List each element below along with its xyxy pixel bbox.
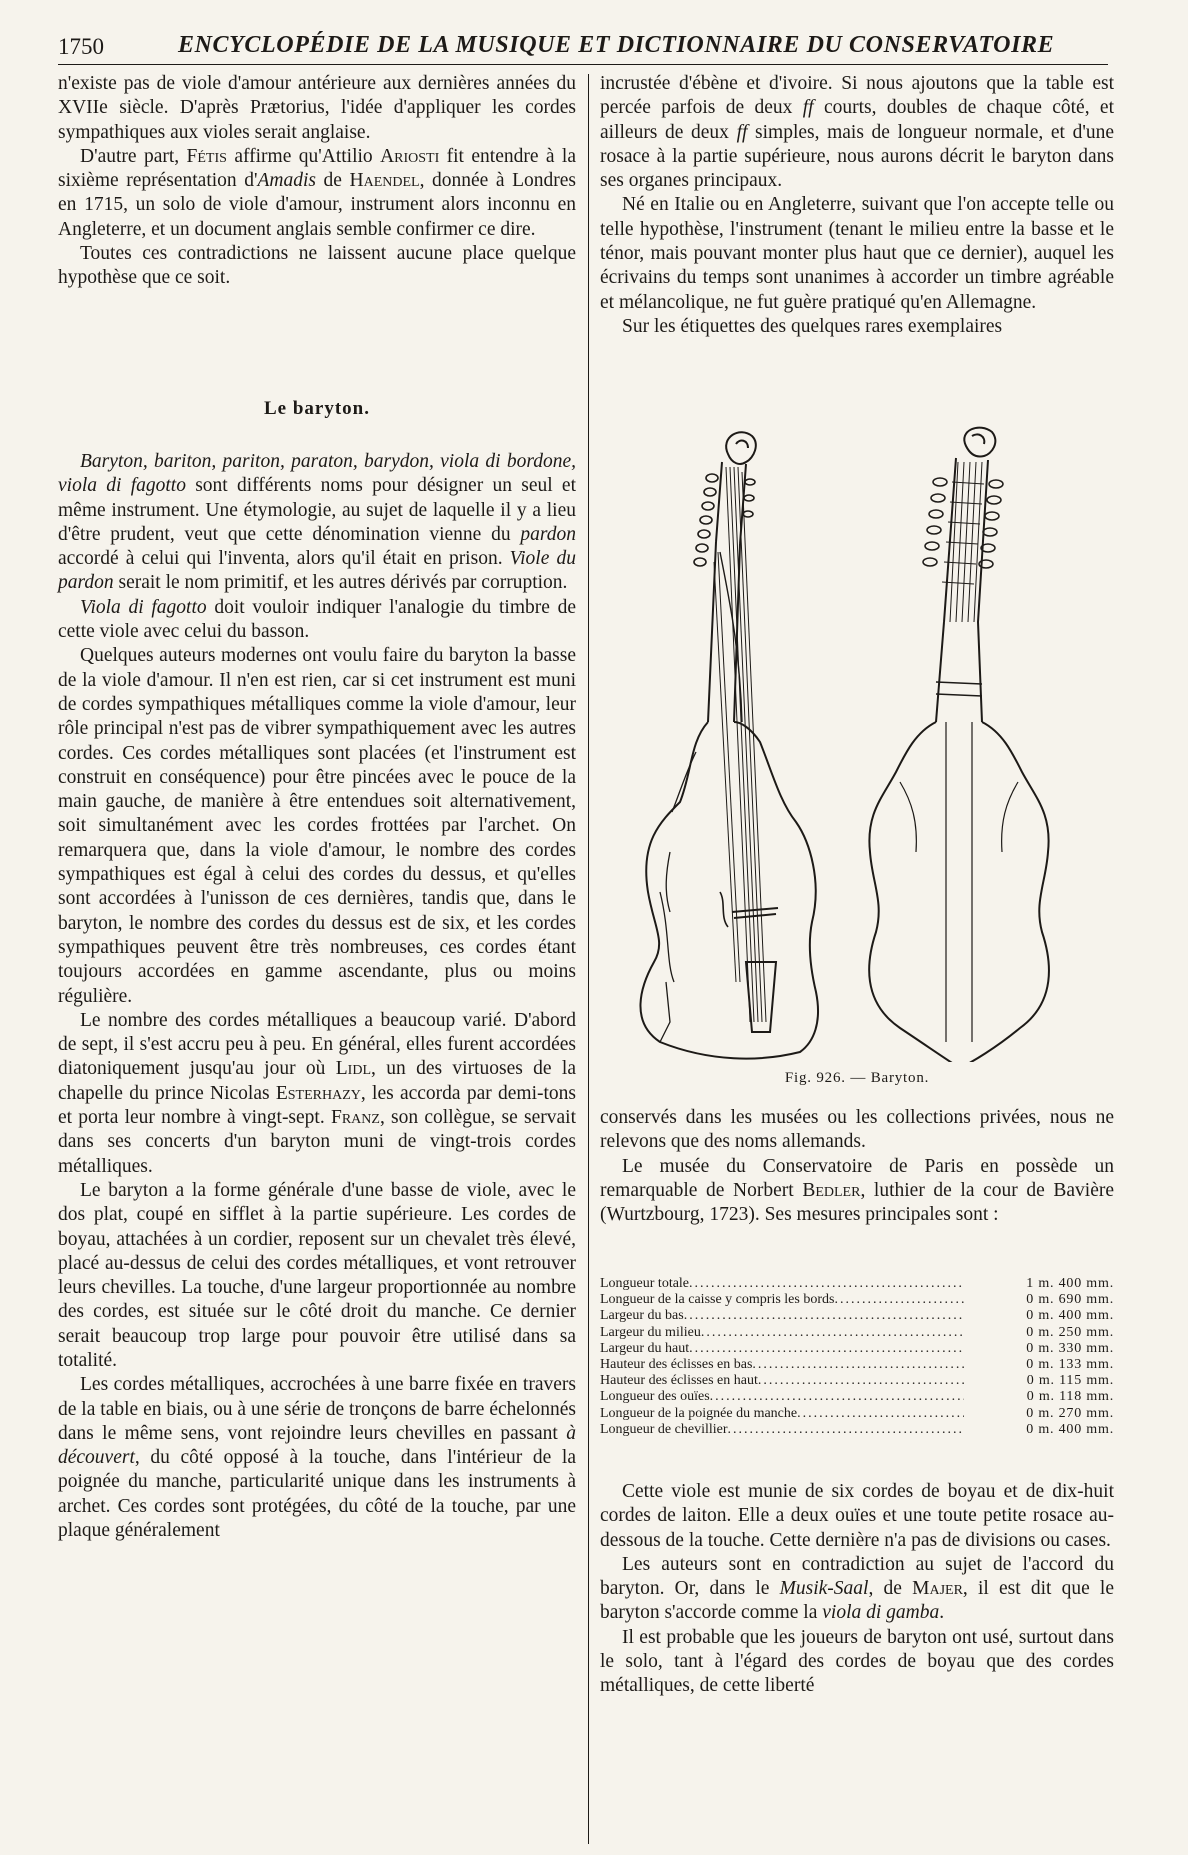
text-run: de [315, 170, 350, 192]
section-title: Le baryton. [264, 398, 370, 419]
term: à découvert [58, 1422, 576, 1469]
right-column-top [600, 72, 1114, 339]
author-name: Franz [330, 1107, 380, 1129]
measurement-label: Largeur du bas [600, 1308, 684, 1324]
text-run: courts, doubles de chaque côté, et ailleurs de deux [600, 97, 1114, 143]
measurement-label: Hauteur des éclisses en haut [600, 1373, 758, 1389]
measurement-row [600, 1422, 1114, 1438]
text-run: serait le nom primitif, et les autres dérivés par corruption. [113, 572, 568, 594]
measurement-row [600, 1341, 1114, 1357]
measurement-row [600, 1308, 1114, 1324]
text-run: sont différents noms pour désigner un seul et même instrument. Une étymologie, au sujet de laquelle il y a lieu d'être prudent, veut que cette dénomination vienne du [58, 475, 576, 545]
dot-leader [689, 1341, 964, 1357]
text-run: , son collègue, se servait dans ses concerts d'un baryton muni de vingt-trois cordes métalliques. [58, 1107, 576, 1177]
measurement-value: 0 m. 115 mm. [1026, 1373, 1114, 1389]
page-number: 1750 [58, 34, 104, 59]
text-run: Les cordes métalliques, accrochées à une barre fixée en travers de la table en biais, ou à une série de tronçons de barre échelonnés dans le même sens, vont rejoindre leurs chevilles en passant [58, 1374, 576, 1444]
text-run: affirme qu'Attilio [226, 145, 381, 167]
paragraph: Il est probable que les joueurs de baryton ont usé, surtout dans le solo, tant à l'égard des cordes de boyau que des cordes métalliques, de cette liberté [600, 1626, 1114, 1697]
measurement-row [600, 1406, 1114, 1422]
term: ff [802, 97, 814, 119]
left-column-top [58, 72, 576, 291]
measurement-row [600, 1373, 1114, 1389]
paragraph: Le baryton a la forme générale d'une basse de viole, avec le dos plat, coupé en sifflet à la partie supérieure. Les cordes de boyau, attachées à un cordier, reposent sur un chevalet très élevé, placé au-dessus de celui des cordes métalliques, et vont retrouver leurs chevilles. La touche, d'une largeur proportionnée au nombre des cordes, est située sur le côté droit du manche. Ce dernier serait beaucoup trop large pour pouvoir être utilisé dans sa totalité. [58, 1179, 576, 1371]
figure-caption: Fig. 926. — Baryton. [784, 1070, 930, 1086]
paragraph [58, 1009, 576, 1179]
term: pardon [520, 523, 576, 545]
dot-leader [797, 1406, 964, 1422]
paragraph: Cette viole est munie de six cordes de boyau et de dix-huit cordes de laiton. Elle a deux ouïes et une toute petite rosace au-dessous de la touche. Cette dernière n'a pas de divisions ou cases. [600, 1481, 1114, 1551]
dot-leader [701, 1325, 964, 1341]
dot-leader [752, 1357, 964, 1373]
text-run: accordé à celui qui l'inventa, alors qu'il était en prison. [58, 548, 510, 570]
text-run: . [939, 1602, 945, 1624]
text-run: incrustée d'ébène et d'ivoire. Si nous ajoutons que la table est percée parfois de deux [600, 73, 1114, 119]
text-run: Les auteurs sont en contradiction au sujet de l'accord du baryton. Or, dans le [600, 1553, 1114, 1600]
author-name: Fétis [186, 145, 227, 167]
measurement-value: 0 m. 400 mm. [1026, 1308, 1114, 1324]
paragraph: Toutes ces contradictions ne laissent aucune place quelque hypothèse que ce soit. [58, 243, 576, 289]
paragraph [58, 450, 576, 596]
text-run: doit vouloir indiquer l'analogie du timbre de cette viole avec celui du basson. [58, 596, 576, 643]
author-name: Majer [912, 1578, 963, 1600]
term: viola di gamba [822, 1602, 940, 1624]
measurement-row [600, 1389, 1114, 1405]
dot-leader [758, 1373, 964, 1389]
paragraph: Quelques auteurs modernes ont voulu faire du baryton la basse de la viole d'amour. Il n'en est rien, car si cet instrument est muni de cordes sympathiques métalliques comme la viole d'amour, leur rôle principal n'est pas de vibrer sympathiquement avec les autres cordes. Ces cordes métalliques sont placées (et l'instrument est construit en conséquence) pour être pincées avec le pouce de la main gauche, de manière à être entendues soit alternativement, soit simultanément avec les cordes frottées par l'archet. On remarquera que, dans la viole d'amour, le nombre des cordes sympathiques est égal à celui des cordes du dessus, et qu'elles sont accordées à l'unisson de ces dernières, tandis que, dans le baryton, le nombre des cordes du dessus est de six, et les cordes sympathiques peuvent être très nombreuses, ces cordes étant toujours accordées en gamme ascendante, plus ou moins régulière. [58, 645, 576, 1007]
term: Viola di fagotto [80, 596, 207, 618]
right-column-bottom [600, 1480, 1114, 1699]
work-title: Musik-Saal [779, 1578, 869, 1600]
text-run: Le musée du Conservatoire de Paris en possède un remarquable de Norbert [600, 1155, 1114, 1201]
dot-leader [834, 1292, 964, 1308]
author-name: Lidl [335, 1058, 372, 1080]
measurement-label: Longueur des ouïes [600, 1389, 710, 1405]
paragraph [600, 1155, 1114, 1228]
dot-leader [684, 1308, 964, 1324]
measurement-label: Longueur de chevillier [600, 1421, 728, 1437]
measurement-label: Longueur de la caisse y compris les bords [600, 1292, 835, 1308]
text-run: , luthier de la cour de Bavière (Wurtzbourg, 1723). Ses mesures principales sont : [600, 1179, 1114, 1226]
header-rule [58, 64, 1108, 65]
dot-leader [710, 1389, 964, 1405]
text-run: , il est dit que le baryton s'accorde comme la [600, 1578, 1115, 1624]
baryton-front-view [640, 432, 818, 1058]
paragraph [600, 1553, 1114, 1626]
baryton-illustration [600, 422, 1114, 1062]
measurement-label: Largeur du milieu [600, 1324, 701, 1340]
measurement-value: 1 m. 400 mm. [1026, 1276, 1114, 1291]
measurement-row [600, 1276, 1114, 1292]
text-run: , un des virtuoses de la chapelle du prince Nicolas [58, 1058, 576, 1104]
measurement-value: 0 m. 690 mm. [1026, 1292, 1114, 1308]
measurements-table [600, 1276, 1114, 1438]
term: Viole du pardon [58, 548, 576, 594]
measurement-value: 0 m. 133 mm. [1026, 1357, 1114, 1373]
baryton-figure [600, 422, 1114, 1092]
left-column-main [58, 450, 576, 1543]
text-run: fit entendre à la sixième représentation d' [58, 145, 576, 192]
paragraph [58, 596, 576, 645]
baryton-back-view [869, 428, 1049, 1062]
page-header [58, 30, 1108, 70]
measurement-value: 0 m. 330 mm. [1026, 1340, 1114, 1356]
paragraph: conservés dans les musées ou les collections privées, nous ne relevons que des noms allemands. [600, 1107, 1114, 1153]
text-run: , du côté opposé à la touche, dans l'intérieur de la poignée du manche, particularité unique dans les instruments à archet. Ces cordes sont protégées, du côté de la touche, par une plaque généralement [58, 1447, 576, 1542]
text-run: , donnée à Londres en 1715, un solo de viole d'amour, instrument alors inconnu en Angleterre, et un document anglais semble confirmer ce dire. [58, 170, 576, 240]
text-run: Le nombre des cordes métalliques a beaucoup varié. D'abord de sept, il s'est accru peu à peu. En général, elles furent accordées diatoniquement jusqu'au jour où [58, 1009, 576, 1080]
running-title: ENCYCLOPÉDIE DE LA MUSIQUE ET DICTIONNAIRE DU CONSERVATOIRE [178, 32, 1055, 58]
text-run: simples, mais de longueur normale, et d'une rosace à la partie supérieure, nous aurons décrit le baryton dans ses organes principaux. [600, 121, 1114, 192]
measurement-label: Hauteur des éclisses en bas [600, 1357, 753, 1373]
measurement-row [600, 1325, 1114, 1341]
term-list: Baryton, bariton, pariton, paraton, barydon, viola di bordone, viola di fagotto [58, 451, 576, 497]
measurement-label: Largeur du haut [600, 1340, 690, 1356]
column-divider [588, 74, 589, 1844]
paragraph: Né en Italie ou en Angleterre, suivant que l'on accepte telle ou telle hypothèse, l'instrument (tenant le milieu entre la basse et le ténor, mais pouvant monter plus haut que ce dernier), auquel les écrivains du temps sont unanimes à accorder un timbre agréable et mélancolique, ne fut guère pratiqué qu'en Allemagne. [600, 194, 1114, 313]
measurement-row [600, 1292, 1114, 1308]
measurement-label: Longueur de la poignée du manche [600, 1405, 798, 1421]
measurement-label: Longueur totale [600, 1276, 690, 1291]
term: ff [736, 121, 748, 143]
dot-leader [728, 1422, 964, 1438]
author-name: Esterhazy [275, 1082, 361, 1104]
paragraph: Sur les étiquettes des quelques rares exemplaires [622, 315, 1003, 337]
author-name: Ariosti [380, 145, 440, 167]
text-run: D'autre part, [80, 145, 187, 167]
measurement-value: 0 m. 250 mm. [1026, 1324, 1114, 1340]
text-run: , les accorda par demi-tons et porta leur nombre à vingt-sept. [58, 1082, 577, 1129]
author-name: Haendel [349, 170, 420, 192]
paragraph: n'existe pas de viole d'amour antérieure aux dernières années du XVIIe siècle. D'après Prætorius, l'idée d'appliquer les cordes sympathiques aux violes serait anglaise. [58, 73, 576, 143]
text-run: , de [868, 1578, 913, 1600]
work-title: Amadis [257, 170, 316, 192]
measurement-row [600, 1357, 1114, 1373]
measurement-value: 0 m. 270 mm. [1026, 1405, 1114, 1421]
measurement-value: 0 m. 400 mm. [1026, 1421, 1114, 1437]
paragraph [58, 145, 576, 242]
measurement-value: 0 m. 118 mm. [1026, 1389, 1114, 1405]
author-name: Bedler [802, 1179, 861, 1201]
dot-leader [689, 1276, 964, 1292]
paragraph [600, 72, 1114, 193]
right-column-middle [600, 1106, 1114, 1227]
paragraph [58, 1373, 576, 1543]
